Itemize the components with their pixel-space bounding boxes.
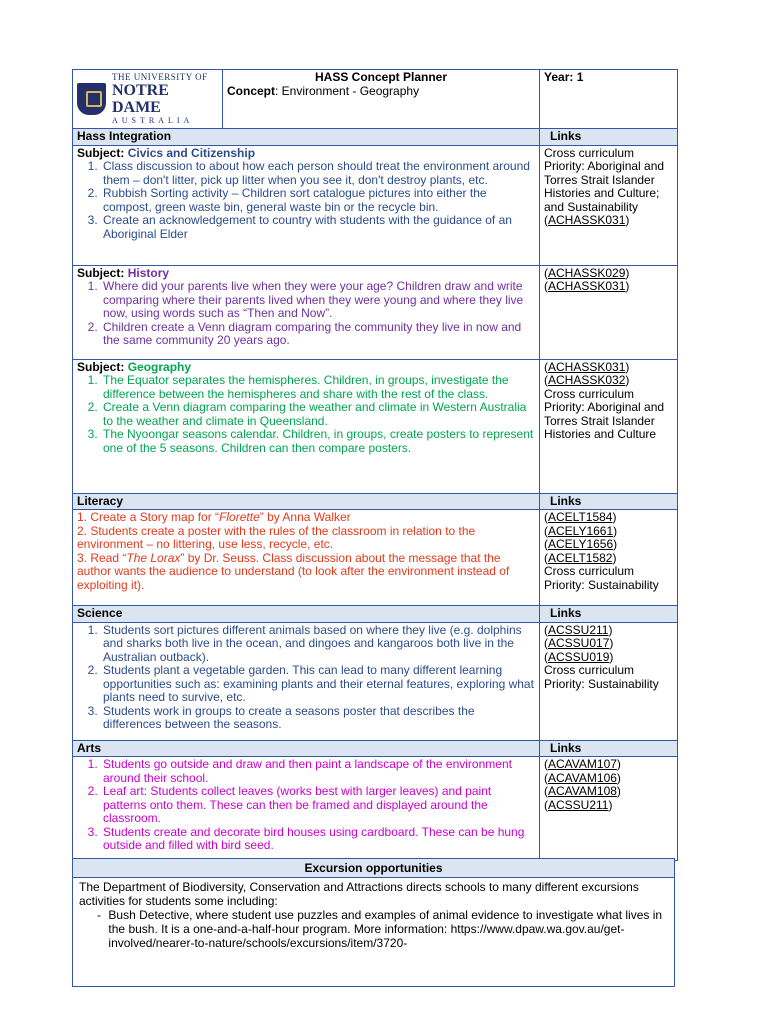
list-item: 2. Students plant a vegetable garden. This can lead to many different learning opportunities such as: examining plants and their eternal features, exploring what plants need to survive, etc. [101,664,535,705]
page-title: HASS Concept Planner [314,70,448,84]
planner-table [72,69,678,861]
concept-planner [72,69,680,861]
arts-list [77,758,535,853]
link-acavam107[interactable]: ACAVAM107 [548,757,617,771]
excursion-body [72,878,675,987]
literacy-links-text: Cross curriculum Priority: Sustainability [544,564,659,592]
list-item: 2. Children create a Venn diagram comparing the community they live in now and the same community 20 years ago. [101,321,535,348]
link-achassk031[interactable]: ACHASSK031 [548,279,626,293]
link-acely1661[interactable]: ACELY1661 [548,523,614,538]
year-label: Year: 1 [544,70,584,84]
excursion-heading: Excursion opportunities [72,858,675,878]
list-item: 1. Create a Story map for “Florette” by Anna Walker [77,510,351,524]
list-item: 3. Create an acknowledgement to country with students with the guidance of an Aboriginal Elder [101,214,535,241]
geography-links: (ACHASSK031) (ACHASSK032) Cross curriculum Priority: Aboriginal and Torres Strait Islander Histories and Culture [540,359,678,493]
geography-cell [73,359,540,493]
link-acelt1584[interactable]: ACELT1584 [548,510,613,524]
link-acavam108[interactable]: ACAVAM108 [548,784,617,798]
list-item: 3. Students create and decorate bird houses using cardboard. These can be hung outside and filled with bird seed. [101,826,535,853]
excursion-bullet-text: Bush Detective, where student use puzzles and examples of animal evidence to investigate what lives in the bush. It is a one-and-a-half-hour program. More information: https://www.dpaw.wa.gov.au/get-involved/nearer-to-nature/schools/excursions/item/3720- [108,908,663,950]
link-achassk029[interactable]: ACHASSK029 [548,265,626,280]
logo-line2: NOTRE DAME [111,82,169,116]
list-item [79,908,668,950]
title-cell [223,70,540,129]
literacy-heading: Literacy [73,493,540,510]
link-achassk031[interactable]: ACHASSK031 [548,213,626,227]
logo-cell [73,70,223,129]
excursion-intro: The Department of Biodiversity, Conservation and Attractions directs schools to many different excursions activities for students some including: [79,880,639,908]
link-acssu019[interactable]: ACSSU019 [548,649,610,664]
list-item: 2. Rubbish Sorting activity – Children sort catalogue pictures into either the compost, green waste bin, general waste bin or the recycle bin. [101,187,535,214]
literacy-links-heading: Links [540,493,678,510]
year-cell [540,70,678,129]
science-cell [73,622,540,740]
link-acssu017[interactable]: ACSSU017 [548,636,610,650]
science-heading: Science [73,606,540,623]
science-links-heading: Links [540,606,678,623]
bullet-dash: - [97,908,101,922]
hass-links-heading: Links [540,129,678,146]
list-item: 3. The Nyoongar seasons calendar. Children, in groups, create posters to represent one of the 5 seasons. Children can then compare posters. [101,428,535,455]
history-links: (ACHASSK029) (ACHASSK031) [540,265,678,359]
excursion-section [72,858,675,987]
list-item: 1. The Equator separates the hemispheres. Children, in groups, investigate the difference between the hemispheres and share with the rest of the class. [101,374,535,401]
science-links: (ACSSU211) (ACSSU017) (ACSSU019) Cross curriculum Priority: Sustainability [540,622,678,740]
link-acssu211[interactable]: ACSSU211 [548,797,609,812]
link-achassk032[interactable]: ACHASSK032 [548,373,626,387]
civics-subject: Subject: Civics and Citizenship [77,145,256,160]
crest-icon [77,83,106,115]
literacy-cell [73,510,540,606]
link-acelt1582[interactable]: ACELT1582 [548,550,613,565]
arts-links-heading: Links [540,740,678,757]
list-item: 2. Leaf art: Students collect leaves (works best with larger leaves) and paint patterns onto them. These can then be framed and displayed around the classroom. [101,785,535,826]
civics-links: Cross curriculum Priority: Aboriginal and Torres Strait Islander Histories and Culture; and Sustainability (ACHASSK031) [540,145,678,265]
list-item: 2. Create a Venn diagram comparing the weather and climate in Western Australia to the weather and climate in Queensland. [101,401,535,428]
list-item: 1. Students sort pictures different animals based on where they live (e.g. dolphins and sharks both live in the ocean, and dingoes and kangaroos both live in the Australian outback). [101,624,535,665]
concept-line [227,85,535,99]
civics-links-text: Cross curriculum Priority: Aboriginal and Torres Strait Islander Histories and Culture; and Sustainability [544,145,665,214]
geography-subject: Subject: Geography [77,359,192,374]
link-achassk031[interactable]: ACHASSK031 [548,359,626,374]
science-links-text: Cross curriculum Priority: Sustainability [544,663,659,691]
list-item: 1. Where did your parents live when they were your age? Children draw and write comparing where their parents lived when they were young and where they live now, using words such as “Then and Now”. [101,280,535,321]
arts-heading: Arts [73,740,540,757]
link-acssu211[interactable]: ACSSU211 [548,622,609,637]
concept-value: : Environment - Geography [275,83,420,98]
list-item: 3. Students work in groups to create a seasons poster that describes the differences between the seasons. [101,705,535,732]
geography-links-text: Cross curriculum Priority: Aboriginal and Torres Strait Islander Histories and Culture [544,386,665,441]
geography-list [77,374,535,455]
logo-line3: AUSTRALIA [111,116,194,125]
concept-label: Concept [227,83,275,98]
civics-list [77,160,535,241]
university-logo [77,72,218,126]
civics-cell [73,145,540,265]
hass-heading: Hass Integration [73,129,540,146]
link-acely1656[interactable]: ACELY1656 [548,537,614,551]
science-list [77,624,535,732]
literacy-links: (ACELT1584) (ACELY1661) (ACELY1656) (ACELT1582) Cross curriculum Priority: Sustainability [540,510,678,606]
arts-links: (ACAVAM107) (ACAVAM106) (ACAVAM108) (ACSSU211) [540,757,678,861]
history-cell [73,265,540,359]
logo-line1: THE UNIVERSITY OF [111,72,208,82]
list-item: 1. Students go outside and draw and then paint a landscape of the environment around their school. [101,758,535,785]
list-item: 3. Read “The Lorax” by Dr. Seuss. Class discussion about the message that the author wants the audience to understand (to look after the environment instead of exploiting it). [77,550,510,592]
list-item: 2. Students create a poster with the rules of the classroom in relation to the environment – no littering, use less, recycle, etc. [77,523,476,551]
history-subject: Subject: History [77,265,170,280]
history-list [77,280,535,348]
list-item: 1. Class discussion to about how each person should treat the environment around them – don't litter, pick up litter when you see it, don't destroy plants, etc. [101,160,535,187]
link-acavam106[interactable]: ACAVAM106 [548,770,617,785]
arts-cell [73,757,540,861]
